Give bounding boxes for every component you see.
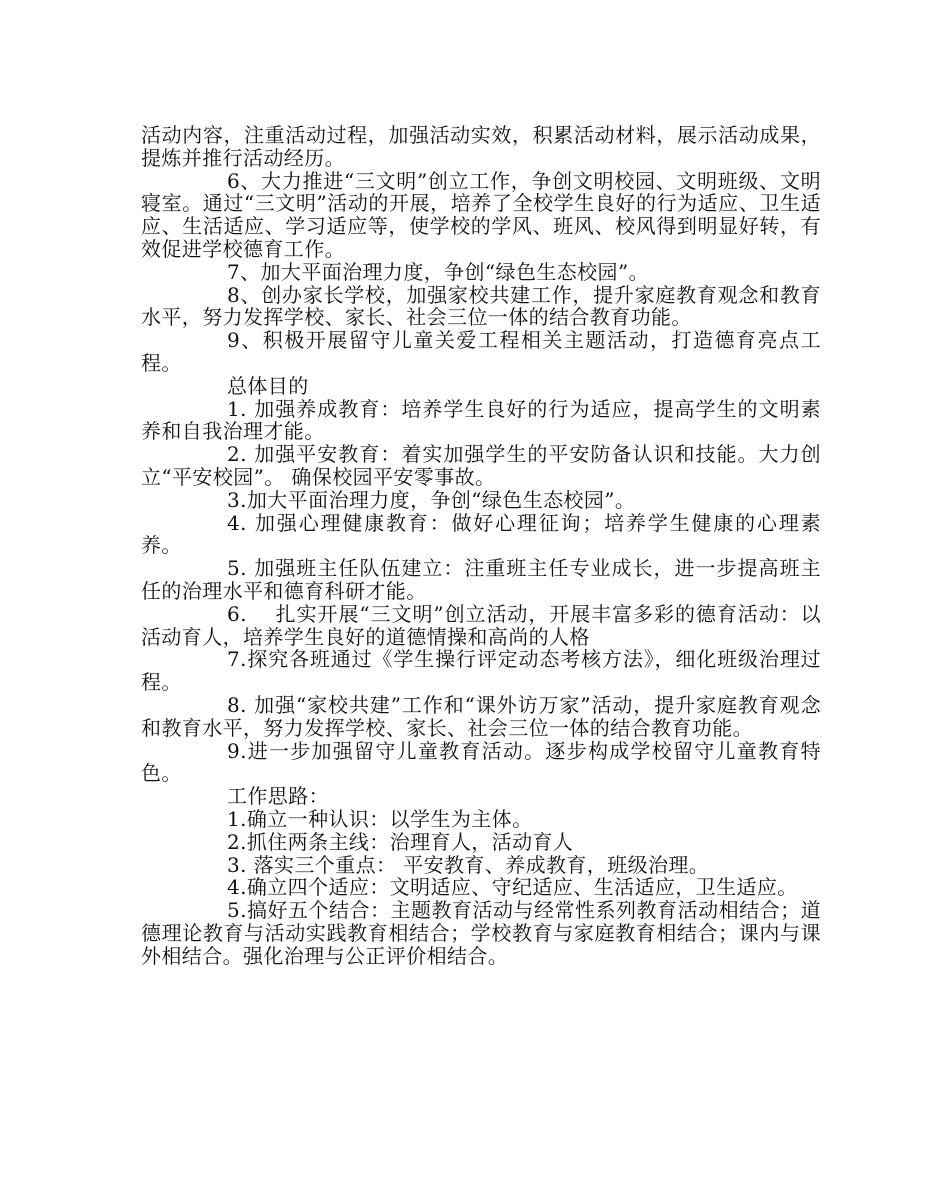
goal-item-4: 4. 加强心理健康教育：做好心理征询；培养学生健康的心理素养。 <box>141 510 821 558</box>
paragraph-item-6-three-civilization: 6、大力推进“三文明”创立工作，争创文明校园、文明班级、文明寝室。通过“三文明”活动的开展，培养了全校学生良好的行为适应、卫生适应、生活适应、学习适应等，使学校的学风、班风、校风得到明显好转，有效促进学校德育工作。 <box>141 168 821 261</box>
goal-item-3: 3.加大平面治理力度，争创“绿色生态校园”。 <box>227 487 636 512</box>
goal-item-8: 8. 加强“家校共建”工作和“课外访万家”活动，提升家庭教育观念和教育水平，努力发挥学校、家长、社会三位一体的结合教育功能。 <box>141 692 821 740</box>
section-heading-work-ideas: 工作思路： <box>227 784 329 809</box>
paragraph-continuation: 活动内容，注重活动过程，加强活动实效，积累活动材料，展示活动成果，提炼并推行活动经历。 <box>141 123 821 170</box>
goal-item-5: 5. 加强班主任队伍建立：注重班主任专业成长，进一步提高班主任的治理水平和德育科研才能。 <box>141 556 821 603</box>
paragraph-item-9-left-behind-children: 9、积极开展留守儿童关爱工程相关主题活动，打造德育亮点工程。 <box>141 328 821 375</box>
goal-item-1: 1. 加强养成教育：培养学生良好的行为适应，提高学生的文明素养和自我治理才能。 <box>141 396 821 444</box>
goal-item-9: 9.进一步加强留守儿童教育活动。逐步构成学校留守儿童教育特色。 <box>141 738 821 786</box>
paragraph-item-8-parent-school: 8、创办家长学校，加强家校共建工作，提升家庭教育观念和教育水平，努力发挥学校、家长、社会三位一体的结合教育功能。 <box>141 282 821 330</box>
section-heading-overall-goals: 总体目的 <box>227 373 309 398</box>
goal-item-7: 7.探究各班通过《学生操行评定动态考核方法》，细化班级治理过程。 <box>141 647 821 695</box>
idea-item-3: 3. 落实三个重点： 平安教育、养成教育，班级治理。 <box>227 852 710 877</box>
goal-item-6: 6. 扎实开展“三文明”创立活动，开展丰富多彩的德育活动：以活动育人，培养学生良好的道德情操和高尚的人格 <box>141 601 821 649</box>
idea-item-1: 1.确立一种认识：以学生为主体。 <box>227 806 533 831</box>
idea-item-2: 2.抓住两条主线：治理育人，活动育人 <box>227 829 574 854</box>
idea-item-5: 5.搞好五个结合：主题教育活动与经常性系列教育活动相结合；道德理论教育与活动实践教育相结合；学校教育与家庭教育相结合；课内与课外相结合。强化治理与公正评价相结合。 <box>141 898 821 968</box>
idea-item-4: 4.确立四个适应：文明适应、守纪适应、生活适应，卫生适应。 <box>227 875 798 900</box>
goal-item-2: 2. 加强平安教育：着实加强学生的平安防备认识和技能。大力创立“平安校园”。 确保校园平安零事故。 <box>141 442 821 489</box>
paragraph-item-7-green-campus: 7、加大平面治理力度，争创“绿色生态校园”。 <box>227 259 649 284</box>
document-body <box>141 124 821 967</box>
